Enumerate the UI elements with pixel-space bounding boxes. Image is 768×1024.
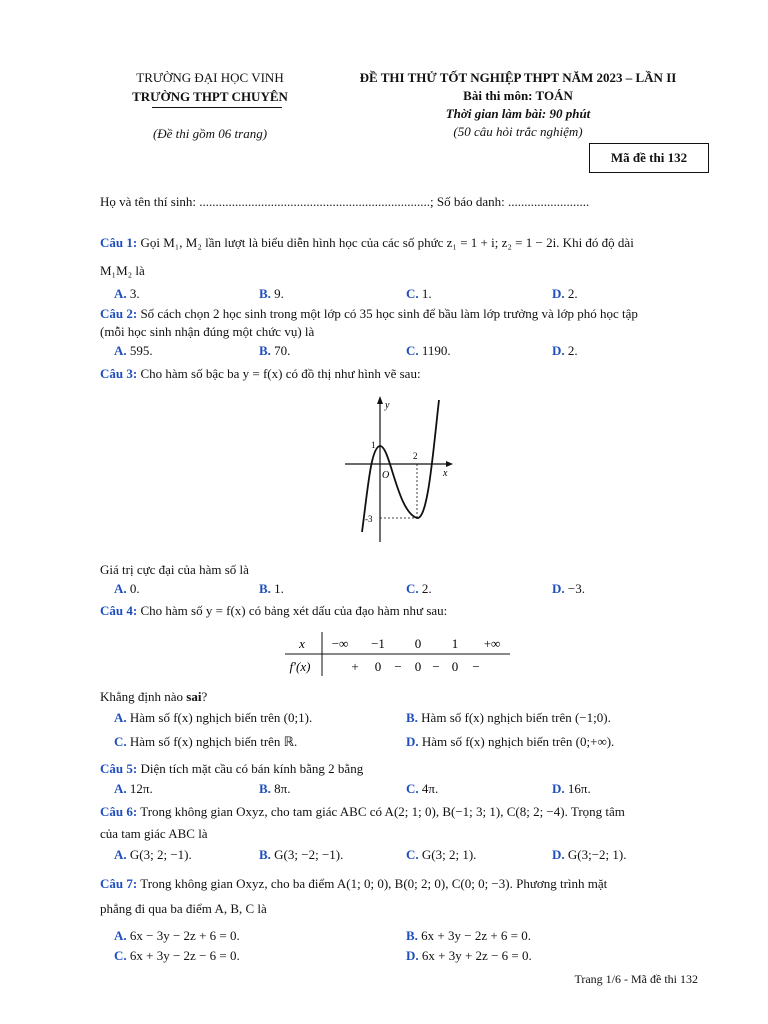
option-a[interactable]: A. Hàm số f(x) nghịch biến trên (0;1). bbox=[114, 710, 313, 725]
school-name-2: TRƯỜNG THPT CHUYÊN bbox=[132, 89, 288, 104]
question-3 bbox=[100, 365, 704, 383]
option-b[interactable]: B. 6x + 3y − 2z + 6 = 0. bbox=[406, 928, 532, 943]
row-head-fprime: f′(x) bbox=[289, 659, 311, 674]
option-b[interactable]: B. Hàm số f(x) nghịch biến trên (−1;0). bbox=[406, 710, 611, 725]
curve bbox=[362, 400, 439, 532]
option-d[interactable]: D. 2. bbox=[552, 343, 578, 358]
option-a[interactable]: A. 595. bbox=[114, 343, 153, 358]
row-head-x: x bbox=[299, 636, 305, 651]
question-5 bbox=[100, 760, 704, 778]
question-text: Diện tích mặt cầu có bán kính bằng 2 bằng bbox=[140, 761, 364, 776]
question-7 bbox=[100, 875, 704, 893]
sign: 0 bbox=[414, 659, 422, 674]
question-6 bbox=[100, 803, 704, 821]
question-label: Câu 4: bbox=[100, 603, 138, 618]
option-a[interactable]: A. 0. bbox=[114, 581, 140, 596]
exam-code-box: Mã đề thi 132 bbox=[589, 143, 709, 173]
option-a[interactable]: A. 6x − 3y − 2z + 6 = 0. bbox=[114, 928, 240, 943]
question-7-cont: phẳng đi qua ba điểm A, B, C là bbox=[100, 901, 267, 916]
question-text: Cho hàm số y = f(x) có bảng xét dấu của đạo hàm như sau: bbox=[140, 603, 448, 618]
x-val: 0 bbox=[414, 636, 422, 651]
option-c[interactable]: C. 4π. bbox=[406, 781, 439, 796]
question-label: Câu 6: bbox=[100, 804, 138, 819]
question-6-cont: của tam giác ABC là bbox=[100, 826, 208, 841]
header-underline bbox=[152, 107, 282, 108]
x-axis-arrow bbox=[446, 461, 453, 467]
question-4 bbox=[100, 602, 704, 620]
sign: − bbox=[432, 659, 440, 674]
tick-label-2: 2 bbox=[413, 451, 418, 461]
sign: + bbox=[351, 659, 359, 674]
option-c[interactable]: C. 1. bbox=[406, 286, 432, 301]
question-label: Câu 7: bbox=[100, 876, 138, 891]
page-footer: Trang 1/6 - Mã đề thi 132 bbox=[574, 972, 698, 986]
option-a[interactable]: A. 12π. bbox=[114, 781, 153, 796]
option-d[interactable]: D. Hàm số f(x) nghịch biến trên (0;+∞). bbox=[406, 734, 615, 749]
option-b[interactable]: B. G(3; −2; −1). bbox=[259, 847, 344, 862]
question-3-prompt: Giá trị cực đại của hàm số là bbox=[100, 562, 249, 577]
option-d[interactable]: D. 16π. bbox=[552, 781, 591, 796]
exam-subject: Bài thi môn: TOÁN bbox=[463, 88, 573, 103]
x-val: 1 bbox=[451, 636, 459, 651]
option-d[interactable]: D. G(3;−2; 1). bbox=[552, 847, 627, 862]
x-val: +∞ bbox=[483, 636, 501, 651]
exam-time: Thời gian làm bài: 90 phút bbox=[445, 106, 591, 121]
question-text: Trong không gian Oxyz, cho tam giác ABC có A(2; 1; 0), B(−1; 3; 1), C(8; 2; −4). Trọng tâm bbox=[140, 804, 625, 819]
sign: 0 bbox=[451, 659, 459, 674]
option-d[interactable]: D. 2. bbox=[552, 286, 578, 301]
y-axis-label: y bbox=[385, 400, 390, 411]
tick-label-1: 1 bbox=[371, 440, 376, 450]
question-text: Gọi M₁, M₂ lần lượt là biểu diễn hình học của các số phức z₁ = 1 + i; z₂ = 1 − 2i. Khi đó độ dài bbox=[140, 235, 634, 250]
question-label: Câu 5: bbox=[100, 761, 138, 776]
question-text: Trong không gian Oxyz, cho ba điểm A(1; 0; 0), B(0; 2; 0), C(0; 0; −3). Phương trình mặt bbox=[140, 876, 608, 891]
x-axis-label: x bbox=[443, 468, 448, 479]
x-val: −∞ bbox=[331, 636, 349, 651]
option-b[interactable]: B. 9. bbox=[259, 286, 284, 301]
option-c[interactable]: C. Hàm số f(x) nghịch biến trên ℝ. bbox=[114, 734, 298, 749]
question-2-cont: (mỗi học sinh nhận đúng một chức vụ) là bbox=[100, 324, 315, 339]
option-a[interactable]: A. 3. bbox=[114, 286, 140, 301]
exam-title: ĐỀ THI THỬ TỐT NGHIỆP THPT NĂM 2023 – LẦN II bbox=[359, 70, 677, 85]
question-1-cont: M₁M₂ là bbox=[100, 263, 145, 278]
question-label: Câu 3: bbox=[100, 366, 138, 381]
sign: 0 bbox=[374, 659, 382, 674]
sign: − bbox=[394, 659, 402, 674]
cubic-graph bbox=[335, 392, 460, 547]
sign: − bbox=[472, 659, 480, 674]
pages-note: (Đề thi gồm 06 trang) bbox=[152, 126, 268, 141]
option-c[interactable]: C. 1190. bbox=[406, 343, 451, 358]
x-val: −1 bbox=[371, 636, 385, 651]
sign-table bbox=[280, 630, 515, 678]
option-b[interactable]: B. 8π. bbox=[259, 781, 291, 796]
question-text: Cho hàm số bậc ba y = f(x) có đồ thị như hình vẽ sau: bbox=[140, 366, 421, 381]
question-label: Câu 1: bbox=[100, 235, 138, 250]
origin-label: O bbox=[382, 470, 390, 481]
y-axis-arrow bbox=[377, 396, 383, 404]
question-4-prompt: Khẳng định nào sai? bbox=[100, 689, 208, 704]
option-d[interactable]: D. 6x + 3y + 2z − 6 = 0. bbox=[406, 948, 532, 963]
option-b[interactable]: B. 1. bbox=[259, 581, 284, 596]
option-c[interactable]: C. G(3; 2; 1). bbox=[406, 847, 477, 862]
option-c[interactable]: C. 6x + 3y − 2z − 6 = 0. bbox=[114, 948, 240, 963]
school-name-1: TRƯỜNG ĐẠI HỌC VINH bbox=[136, 70, 284, 85]
student-info-line: Họ và tên thí sinh: .......................................................................; Số báo danh: ......................... bbox=[100, 194, 590, 209]
question-text: Số cách chọn 2 học sinh trong một lớp có 35 học sinh để bầu làm lớp trưởng và lớp phó học tập bbox=[140, 306, 638, 321]
option-b[interactable]: B. 70. bbox=[259, 343, 291, 358]
question-label: Câu 2: bbox=[100, 306, 138, 321]
question-2 bbox=[100, 305, 704, 323]
tick-label-neg3: -3 bbox=[365, 514, 373, 524]
option-d[interactable]: D. −3. bbox=[552, 581, 585, 596]
option-a[interactable]: A. G(3; 2; −1). bbox=[114, 847, 192, 862]
option-c[interactable]: C. 2. bbox=[406, 581, 432, 596]
question-count: (50 câu hỏi trắc nghiệm) bbox=[453, 124, 583, 139]
question-1 bbox=[100, 234, 704, 252]
